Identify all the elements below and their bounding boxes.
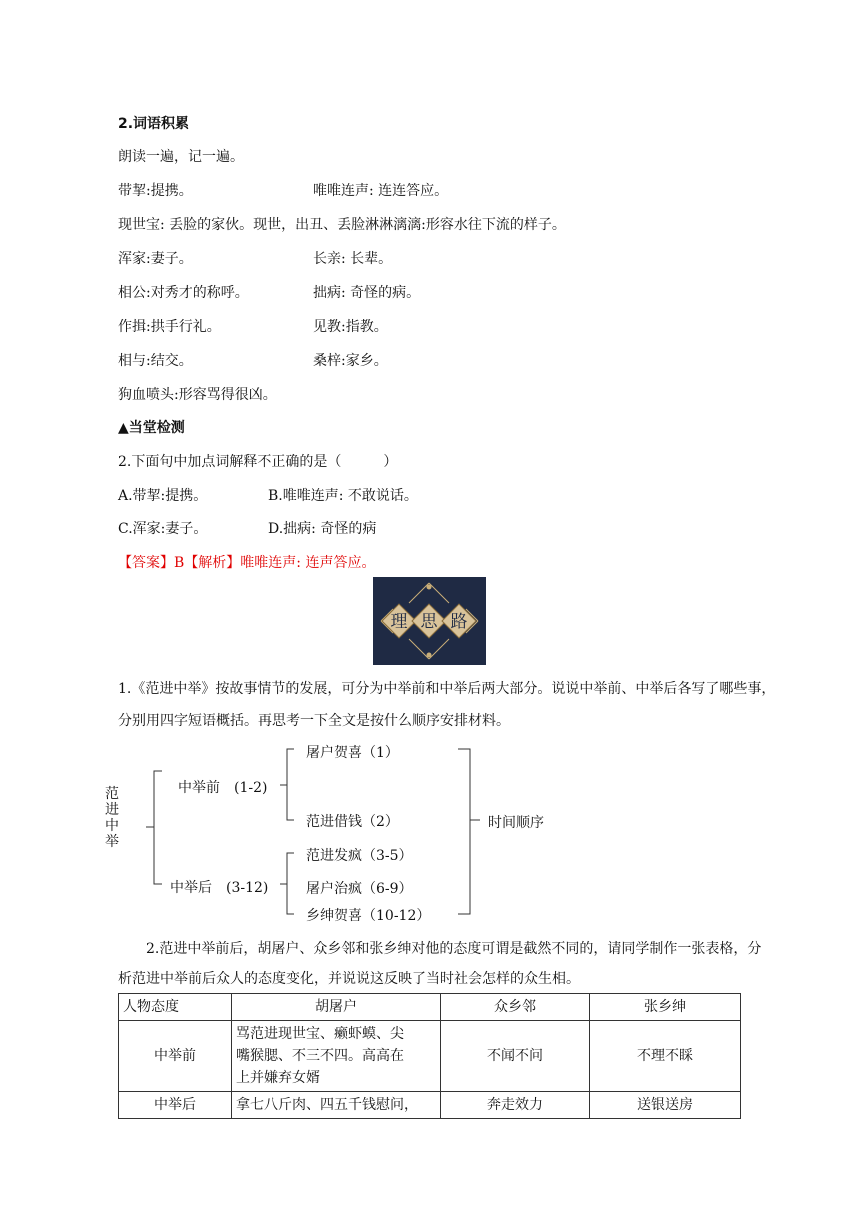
table-cell-label: 中举前 [119,1021,232,1092]
option-b: B.唯唯连声: 不敢说话。 [268,488,418,504]
vocab-item: 浑家:妻子。 [118,251,193,267]
cell-line: 拿七八斤肉、四五千钱慰问， [236,1097,418,1113]
cell-line: 骂范进现世宝、癞虾蟆、尖 [236,1026,404,1042]
attitude-table [118,993,741,1119]
option-d: D.拙病: 奇怪的病 [268,521,377,537]
diagram-event: 范进发疯（3-5） [306,848,413,864]
table-row [119,1092,741,1119]
vocab-heading: 2.词语积累 [118,116,190,132]
table-header: 胡屠户 [232,994,441,1021]
table-header-row [119,994,741,1021]
emblem-char-3: 路 [450,612,468,632]
diagram-event: 屠户治疯（6-9） [306,881,413,897]
answer-text: 【答案】B【解析】唯唯连声: 连声答应。 [118,555,376,571]
check-heading: ▲当堂检测 [118,420,185,436]
diagram-before: 中举前 (1-2) [178,780,268,796]
table-header: 人物态度 [119,994,232,1021]
root-char: 中 [105,818,119,834]
root-char: 进 [105,802,119,818]
vocab-item: 相与:结交。 [118,353,193,369]
option-a: A.带挈:提携。 [118,488,208,504]
table-row [119,1021,741,1092]
check-question: 2.下面句中加点词解释不正确的是（ ） [118,454,398,470]
vocab-item: 唯唯连声: 连连答应。 [313,183,449,199]
vocab-item: 见教:指教。 [313,319,388,335]
table-cell-label: 中举后 [119,1092,232,1119]
q1-line-1: 1.《范进中举》按故事情节的发展，可分为中举前和中举后两大部分。说说中举前、中举后各写了哪些事， [118,681,776,697]
q1-line-2: 分别用四字短语概括。再思考一下全文是按什么顺序安排材料。 [118,713,510,729]
diagram-conclusion: 时间顺序 [488,815,544,831]
q2-line-2: 析范进中举前后众人的态度变化，并说说这反映了当时社会怎样的众生相。 [118,971,580,987]
diagram-event: 范进借钱（2） [306,814,399,830]
root-char: 范 [105,786,119,802]
vocab-item: 相公:对秀才的称呼。 [118,285,249,301]
root-char: 举 [105,834,119,850]
vocab-item: 带挈:提携。 [118,183,193,199]
cell-line: 上并嫌弃女婿 [236,1070,320,1086]
vocab-intro: 朗读一遍，记一遍。 [118,149,244,165]
q2-line-1: 2.范进中举前后，胡屠户、众乡邻和张乡绅对他的态度可谓是截然不同的，请同学制作一张表格，分 [146,941,762,957]
table-cell-neighbors: 奔走效力 [441,1092,590,1119]
table-cell-zhang: 送银送房 [590,1092,741,1119]
diagram-root [104,786,120,850]
option-c: C.浑家:妻子。 [118,521,208,537]
table-header: 众乡邻 [441,994,590,1021]
cell-line: 嘴猴腮、不三不四。高高在 [236,1048,404,1064]
vocab-item: 作揖:拱手行礼。 [118,319,221,335]
diagram-event: 屠户贺喜（1） [306,745,399,761]
table-cell-zhang: 不理不睬 [590,1021,741,1092]
emblem-char-2: 思 [420,612,438,632]
diagram-after: 中举后 (3-12) [170,880,269,896]
table-header: 张乡绅 [590,994,741,1021]
vocab-item: 长亲: 长辈。 [313,251,393,267]
table-cell-huhu [232,1021,441,1092]
table-cell-huhu [232,1092,441,1119]
table-cell-neighbors: 不闻不问 [441,1021,590,1092]
vocab-item: 桑梓:家乡。 [313,353,388,369]
emblem-char-1: 理 [390,612,408,632]
vocab-item: 拙病: 奇怪的病。 [313,285,421,301]
vocab-item: 现世宝: 丢脸的家伙。现世，出丑、丢脸淋淋漓漓:形容水往下流的样子。 [118,217,566,233]
vocab-item: 狗血喷头:形容骂得很凶。 [118,387,277,403]
diagram-event: 乡绅贺喜（10-12） [306,908,431,924]
